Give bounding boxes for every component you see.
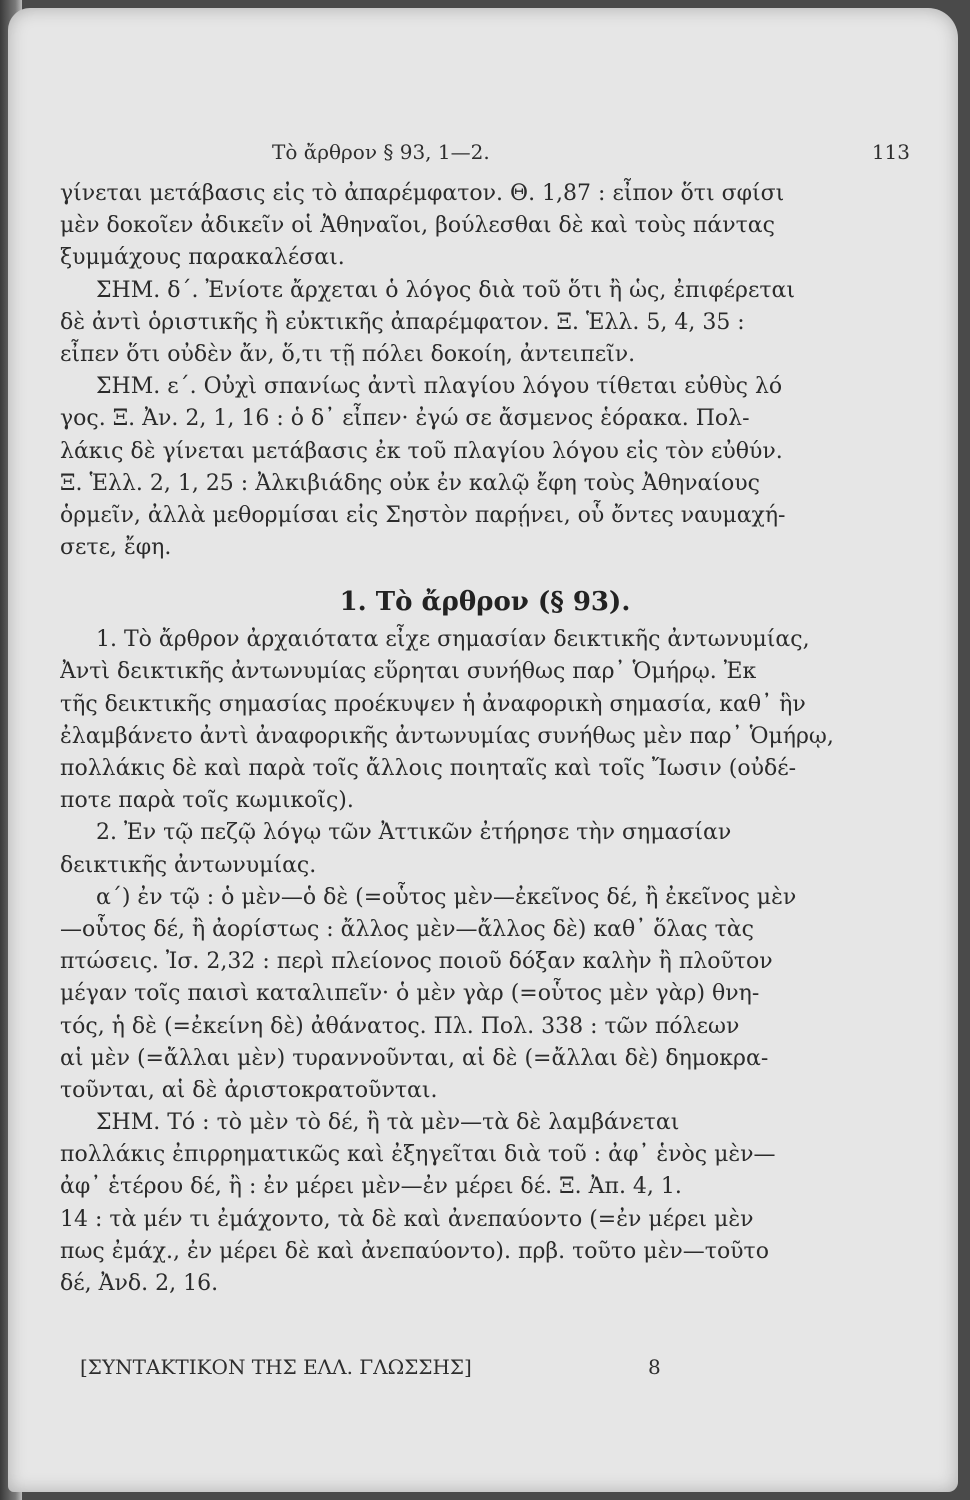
text-line: γος. Ξ. Ἀν. 2, 1, 16 : ὁ δ᾽ εἶπεν· ἐγώ σε ἄσμενος ἑόρακα. Πολ- xyxy=(60,406,750,432)
text-line: 14 : τὰ μέν τι ἐμάχοντο, τὰ δὲ καὶ ἀνεπαύοντο (=ἐν μέρει μὲν xyxy=(60,1206,754,1232)
text-line: μέγαν τοῖς παισὶ καταλιπεῖν· ὁ μὲν γὰρ (=οὗτος μὲν γὰρ) θνη- xyxy=(60,981,760,1007)
running-title: Τὸ ἄρθρον § 93, 1—2. xyxy=(272,140,490,164)
text-line: πτώσεις. Ἰσ. 2,32 : περὶ πλείονος ποιοῦ δόξαν καλὴν ἢ πλοῦτον xyxy=(60,949,773,975)
text-line: Ἀντὶ δεικτικῆς ἀντωνυμίας εὕρηται συνήθως παρ᾽ Ὁμήρῳ. Ἐκ xyxy=(60,659,757,685)
text-line: πως ἐμάχ., ἐν μέρει δὲ καὶ ἀνεπαύοντο). πρβ. τοῦτο μὲν—τοῦτο xyxy=(60,1238,769,1264)
text-line: δεικτικῆς ἀντωνυμίας. xyxy=(60,852,317,878)
text-line: γίνεται μετάβασις εἰς τὸ ἀπαρέμφατον. Θ. 1,87 : εἶπον ὅτι σφίσι xyxy=(60,181,785,206)
text-line: ξυμμάχους παρακαλέσαι. xyxy=(60,245,345,271)
text-line: ποτε παρὰ τοῖς κωμικοῖς). xyxy=(60,788,354,814)
signature-title: [ΣΥΝΤΑΚΤΙΚΟΝ ΤΗΣ ΕΛΛ. ΓΛΩΣΣΗΣ] xyxy=(80,1355,472,1379)
text-line: σετε, ἔφη. xyxy=(60,535,172,561)
page-number: 113 xyxy=(871,140,910,164)
text-line: λάκις δὲ γίνεται μετάβασις ἐκ τοῦ πλαγίου λόγου εἰς τὸν εὐθύν. xyxy=(60,438,783,464)
text-line: μὲν δοκοῖεν ἀδικεῖν οἱ Ἀθηναῖοι, βούλεσθαι δὲ καὶ τοὺς πάντας xyxy=(60,213,775,239)
text-line: αἱ μὲν (=ἄλλαι μὲν) τυραννοῦνται, αἱ δὲ (=ἄλλαι δὲ) δημοκρα- xyxy=(60,1045,769,1071)
text-line: Ξ. Ἑλλ. 2, 1, 25 : Ἀλκιβιάδης οὐκ ἐν καλῷ ἔφη τοὺς Ἀθηναίους xyxy=(60,470,760,496)
text-line: τός, ἡ δὲ (=ἐκείνη δὲ) ἀθάνατος. Πλ. Πολ. 338 : τῶν πόλεων xyxy=(60,1013,740,1039)
section-heading: 1. Τὸ ἄρθρον (§ 93). xyxy=(339,587,631,618)
text-line: τοῦνται, αἱ δὲ ἀριστοκρατοῦνται. xyxy=(60,1077,438,1103)
paragraphs-top xyxy=(60,178,910,564)
text-line: —οὗτος δέ, ἢ ἀορίστως : ἄλλος μὲν—ἄλλος δὲ) καθ᾽ ὅλας τὰς xyxy=(60,916,754,942)
text-line: τῆς δεικτικῆς σημασίας προέκυψεν ἡ ἀναφορικὴ σημασία, καθ᾽ ἣν xyxy=(60,691,806,717)
text-line: δέ, Ἀνδ. 2, 16. xyxy=(60,1271,219,1296)
text-line: ὁρμεῖν, ἀλλὰ μεθορμίσαι εἰς Σηστὸν παρῄνει, οὗ ὄντες ναυμαχή- xyxy=(60,502,786,528)
text-line: εἶπεν ὅτι οὐδὲν ἄν, ὅ,τι τῇ πόλει δοκοίη, ἀντειπεῖν. xyxy=(60,341,636,367)
spacer xyxy=(60,564,910,584)
text-line: α΄) ἐν τῷ : ὁ μὲν—ὁ δὲ (=οὗτος μὲν—ἐκεῖνος δέ, ἢ ἐκεῖνος μὲν xyxy=(96,884,797,910)
text-line: πολλάκις ἐπιρρηματικῶς καὶ ἐξηγεῖται διὰ τοῦ : ἀφ᾽ ἑνὸς μὲν— xyxy=(60,1142,776,1168)
text-line: ΣΗΜ. ε΄. Οὐχὶ σπανίως ἀντὶ πλαγίου λόγου τίθεται εὐθὺς λό xyxy=(96,374,783,400)
text-line: πολλάκις δὲ καὶ παρὰ τοῖς ἄλλοις ποιηταῖς καὶ τοῖς Ἴωσιν (οὐδέ- xyxy=(60,756,797,781)
text-line: ἐλαμβάνετο ἀντὶ ἀναφορικῆς ἀντωνυμίας συνήθως μὲν παρ᾽ Ὁμήρῳ, xyxy=(60,723,834,749)
text-line: ἀφ᾽ ἑτέρου δέ, ἢ : ἐν μέρει μὲν—ἐν μέρει δέ. Ξ. Ἀπ. 4, 1. xyxy=(60,1174,682,1200)
text-line: ΣΗΜ. δ΄. Ἐνίοτε ἄρχεται ὁ λόγος διὰ τοῦ ὅτι ἢ ὡς, ἐπιφέρεται xyxy=(96,277,795,303)
text-line: δὲ ἀντὶ ὁριστικῆς ἢ εὐκτικῆς ἀπαρέμφατον. Ξ. Ἑλλ. 5, 4, 35 : xyxy=(60,309,745,335)
text-line: 2. Ἐν τῷ πεζῷ λόγῳ τῶν Ἀττικῶν ἐτήρησε τὴν σημασίαν xyxy=(96,820,732,846)
signature-number: 8 xyxy=(648,1355,661,1379)
text-line: 1. Τὸ ἄρθρον ἀρχαιότατα εἶχε σημασίαν δεικτικῆς ἀντωνυμίας, xyxy=(96,627,810,653)
text-line: ΣΗΜ. Τό : τὸ μὲν τὸ δέ, ἢ τὰ μὲν—τὰ δὲ λαμβάνεται xyxy=(96,1110,680,1136)
running-header xyxy=(50,140,910,170)
paragraphs-bottom xyxy=(60,624,910,1300)
page-body xyxy=(60,178,910,1300)
